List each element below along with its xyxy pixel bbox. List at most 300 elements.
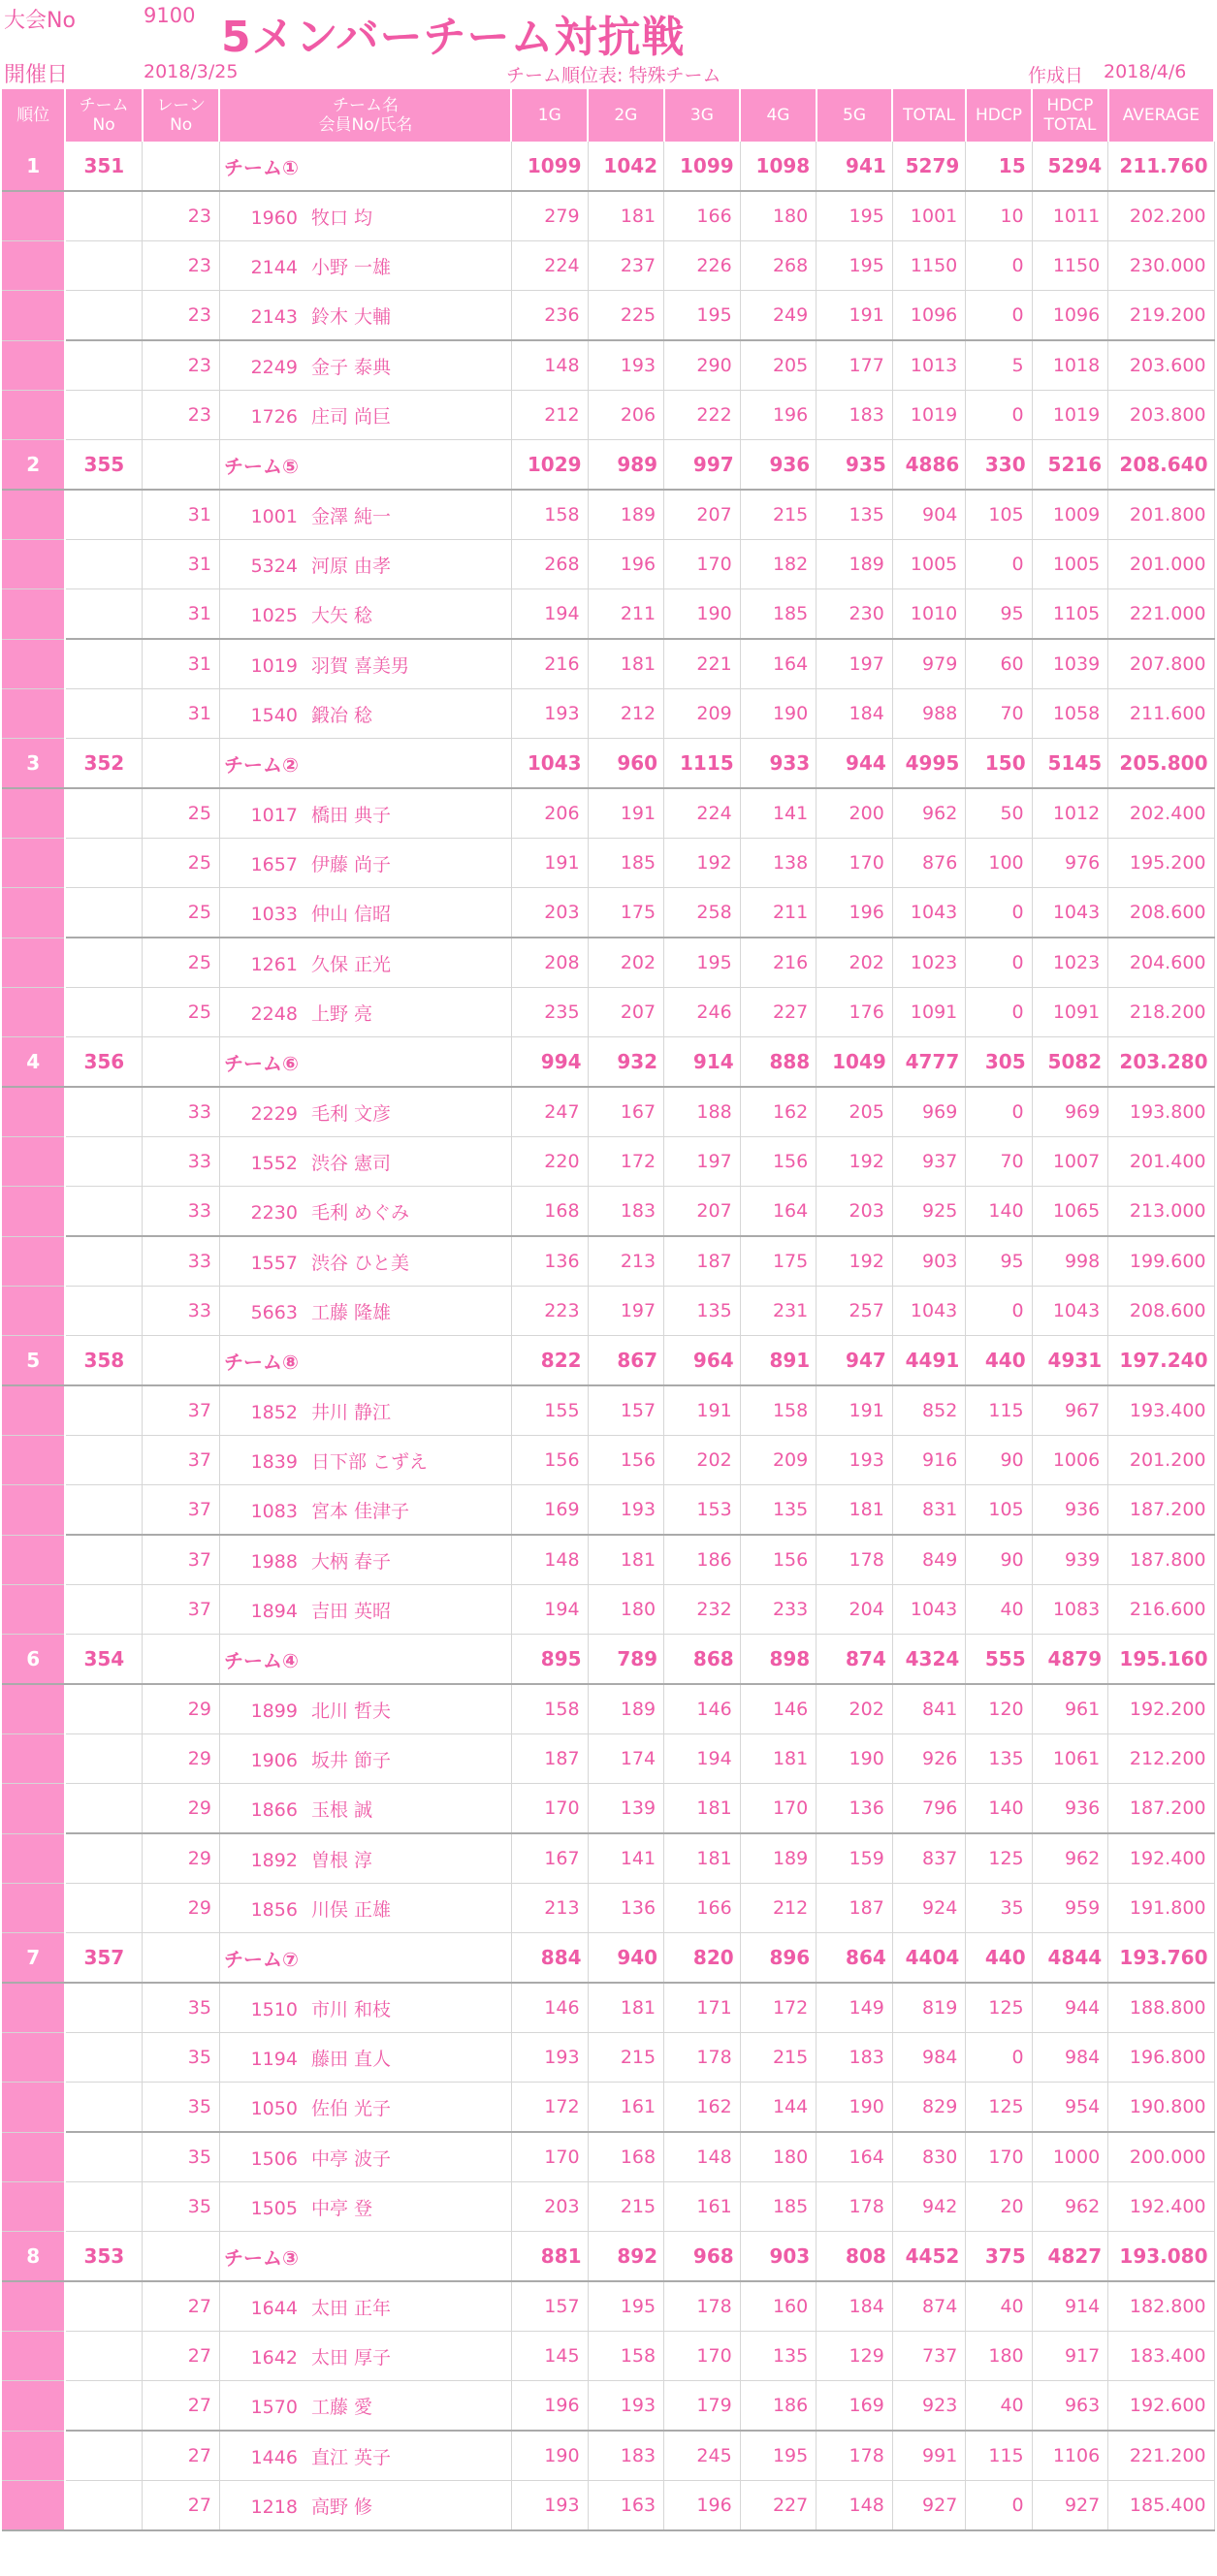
member-cell [219,2381,511,2432]
member-hdcp-total: 914 [1032,2281,1108,2332]
member-name: 羽賀 喜美男 [310,654,409,677]
member-average: 192.200 [1108,1684,1214,1734]
member-game-4: 164 [740,1187,817,1237]
member-no: 1642 [250,2346,298,2369]
member-total: 926 [892,1734,966,1784]
member-game-3: 170 [664,540,741,589]
member-average: 203.600 [1108,340,1214,391]
member-hdcp-total: 1009 [1032,490,1108,540]
rank-blank [2,788,65,839]
member-hdcp-total: 1150 [1032,241,1108,291]
team-game-3: 914 [664,1037,741,1088]
member-game-5: 183 [817,391,893,440]
member-hdcp: 95 [966,1236,1032,1287]
member-hdcp: 40 [966,2381,1032,2432]
member-name: 佐伯 光子 [310,2097,391,2119]
team-hdcp: 150 [966,739,1032,789]
member-game-5: 178 [817,2431,893,2481]
member-row [2,1983,1214,2033]
member-lane: 29 [143,1784,220,1834]
member-game-5: 193 [817,1436,893,1485]
member-game-5: 205 [817,1087,893,1137]
member-game-2: 167 [588,1087,664,1137]
member-hdcp-total: 954 [1032,2083,1108,2133]
member-hdcp: 0 [966,241,1032,291]
member-lane: 31 [143,490,220,540]
member-cell [219,340,511,391]
team-game-5: 944 [817,739,893,789]
member-game-2: 161 [588,2083,664,2133]
rank-blank [2,2033,65,2083]
team-hdcp: 330 [966,440,1032,491]
member-row [2,788,1214,839]
member-game-5: 169 [817,2381,893,2432]
team-total: 5279 [892,142,966,191]
team-game-1: 1043 [511,739,588,789]
team-game-3: 968 [664,2232,741,2282]
member-game-5: 170 [817,839,893,888]
member-cell [219,589,511,640]
team-lane [143,1037,220,1088]
member-hdcp: 5 [966,340,1032,391]
report-header [0,0,1217,89]
member-game-1: 158 [511,490,588,540]
member-hdcp-total: 961 [1032,1684,1108,1734]
member-game-4: 146 [740,1684,817,1734]
member-average: 207.800 [1108,639,1214,689]
member-total: 1043 [892,888,966,938]
member-hdcp: 105 [966,490,1032,540]
member-game-2: 212 [588,689,664,739]
team-game-1: 884 [511,1933,588,1984]
member-hdcp: 170 [966,2132,1032,2182]
member-hdcp-total: 1105 [1032,589,1108,640]
member-game-4: 158 [740,1385,817,1436]
member-no: 1194 [250,2048,298,2070]
member-name: 大矢 稔 [310,604,372,626]
member-average: 203.800 [1108,391,1214,440]
member-total: 852 [892,1385,966,1436]
member-total: 916 [892,1436,966,1485]
team-no-blank [65,1684,143,1734]
member-game-1: 223 [511,1287,588,1336]
member-lane: 31 [143,589,220,640]
rank-blank [2,1585,65,1635]
member-no: 1446 [250,2446,298,2468]
member-cell [219,1436,511,1485]
member-game-1: 268 [511,540,588,589]
member-game-3: 166 [664,191,741,241]
member-hdcp-total: 998 [1032,1236,1108,1287]
member-game-4: 186 [740,2381,817,2432]
member-no: 1856 [250,1898,298,1921]
member-game-4: 209 [740,1436,817,1485]
member-game-1: 169 [511,1485,588,1536]
rank-blank [2,1187,65,1237]
member-average: 212.200 [1108,1734,1214,1784]
member-game-1: 193 [511,2033,588,2083]
member-cell [219,1585,511,1635]
member-row [2,2381,1214,2432]
member-cell [219,2132,511,2182]
member-game-2: 139 [588,1784,664,1834]
col-hdcp: HDCP [966,89,1032,142]
member-game-3: 224 [664,788,741,839]
member-average: 202.400 [1108,788,1214,839]
member-total: 1091 [892,988,966,1037]
rank-blank [2,1436,65,1485]
member-total: 924 [892,1884,966,1933]
member-game-2: 215 [588,2182,664,2232]
team-no-blank [65,2431,143,2481]
team-no-blank [65,988,143,1037]
rank-blank [2,589,65,640]
member-hdcp-total: 984 [1032,2033,1108,2083]
member-total: 830 [892,2132,966,2182]
member-game-2: 163 [588,2481,664,2531]
member-cell [219,888,511,938]
member-game-2: 225 [588,291,664,341]
team-name: チーム① [223,155,299,179]
team-row [2,440,1214,491]
member-average: 188.800 [1108,1983,1214,2033]
rank-blank [2,490,65,540]
team-no-blank [65,1385,143,1436]
member-row [2,1833,1214,1884]
member-no: 1726 [250,405,298,428]
member-cell [219,788,511,839]
member-no: 1083 [250,1500,298,1522]
member-cell [219,2481,511,2531]
team-row [2,1933,1214,1984]
member-game-3: 146 [664,1684,741,1734]
member-row [2,589,1214,640]
member-game-1: 145 [511,2332,588,2381]
member-total: 829 [892,2083,966,2133]
team-average: 193.760 [1108,1933,1214,1984]
member-name: 仲山 信昭 [310,903,391,925]
member-hdcp-total: 917 [1032,2332,1108,2381]
member-hdcp-total: 1058 [1032,689,1108,739]
member-hdcp-total: 1039 [1032,639,1108,689]
member-no: 1839 [250,1450,298,1473]
team-name: チーム⑥ [223,1051,299,1075]
member-total: 737 [892,2332,966,2381]
member-lane: 25 [143,988,220,1037]
member-name: 曽根 淳 [310,1849,372,1871]
member-game-3: 186 [664,1535,741,1585]
team-game-4: 933 [740,739,817,789]
team-game-1: 1099 [511,142,588,191]
member-game-1: 208 [511,938,588,988]
member-cell [219,1485,511,1536]
team-no: 354 [65,1635,143,1685]
member-game-5: 183 [817,2033,893,2083]
member-game-4: 185 [740,589,817,640]
member-game-4: 170 [740,1784,817,1834]
team-no-blank [65,1485,143,1536]
member-row [2,1535,1214,1585]
member-average: 192.600 [1108,2381,1214,2432]
member-hdcp: 140 [966,1187,1032,1237]
member-game-5: 192 [817,1236,893,1287]
member-lane: 37 [143,1585,220,1635]
member-lane: 25 [143,839,220,888]
member-average: 193.800 [1108,1087,1214,1137]
member-no: 1852 [250,1401,298,1423]
member-hdcp-total: 1043 [1032,1287,1108,1336]
member-game-2: 193 [588,1485,664,1536]
col-hdcp-total: HDCP TOTAL [1032,89,1108,142]
member-average: 201.400 [1108,1137,1214,1187]
member-lane: 23 [143,340,220,391]
member-cell [219,2182,511,2232]
team-lane [143,142,220,191]
team-no-blank [65,2033,143,2083]
member-hdcp: 70 [966,689,1032,739]
member-game-4: 138 [740,839,817,888]
member-game-3: 153 [664,1485,741,1536]
member-hdcp-total: 1011 [1032,191,1108,241]
member-cell [219,839,511,888]
member-row [2,938,1214,988]
member-total: 849 [892,1535,966,1585]
rank-blank [2,2132,65,2182]
member-game-4: 215 [740,2033,817,2083]
member-no: 1892 [250,1849,298,1871]
team-rank: 2 [2,440,65,491]
team-total: 4777 [892,1037,966,1088]
member-row [2,191,1214,241]
team-no-blank [65,2182,143,2232]
member-hdcp-total: 936 [1032,1784,1108,1834]
member-game-4: 233 [740,1585,817,1635]
member-name: 吉田 英昭 [310,1600,391,1622]
team-game-2: 1042 [588,142,664,191]
team-no-blank [65,2332,143,2381]
team-name-cell [219,1336,511,1386]
member-lane: 37 [143,1485,220,1536]
member-hdcp-total: 967 [1032,1385,1108,1436]
team-rank: 7 [2,1933,65,1984]
member-average: 187.800 [1108,1535,1214,1585]
team-lane [143,1336,220,1386]
member-total: 923 [892,2381,966,2432]
member-average: 219.200 [1108,291,1214,341]
member-game-2: 193 [588,2381,664,2432]
member-total: 1019 [892,391,966,440]
member-name: 工藤 隆雄 [310,1301,391,1323]
member-average: 190.800 [1108,2083,1214,2133]
member-cell [219,1236,511,1287]
member-game-2: 191 [588,788,664,839]
team-no-blank [65,1784,143,1834]
rank-blank [2,1535,65,1585]
member-game-2: 185 [588,839,664,888]
member-no: 1570 [250,2396,298,2418]
member-no: 1657 [250,853,298,875]
member-no: 1960 [250,207,298,229]
member-hdcp: 70 [966,1137,1032,1187]
member-row [2,2132,1214,2182]
member-name: 金澤 純一 [310,505,391,527]
team-no: 356 [65,1037,143,1088]
team-no-blank [65,540,143,589]
member-total: 969 [892,1087,966,1137]
member-hdcp: 105 [966,1485,1032,1536]
team-no-blank [65,391,143,440]
member-game-3: 188 [664,1087,741,1137]
team-total: 4452 [892,2232,966,2282]
member-game-5: 200 [817,788,893,839]
member-game-5: 187 [817,1884,893,1933]
team-hdcp-total: 5082 [1032,1037,1108,1088]
member-game-1: 206 [511,788,588,839]
team-hdcp: 555 [966,1635,1032,1685]
rank-blank [2,1684,65,1734]
col-lane: レーン No [143,89,220,142]
member-cell [219,1983,511,2033]
team-row [2,1336,1214,1386]
member-hdcp-total: 1019 [1032,391,1108,440]
team-row [2,142,1214,191]
member-no: 5663 [250,1301,298,1323]
team-average: 195.160 [1108,1635,1214,1685]
member-average: 213.000 [1108,1187,1214,1237]
member-total: 796 [892,1784,966,1834]
member-no: 1552 [250,1152,298,1174]
member-game-2: 172 [588,1137,664,1187]
member-hdcp: 125 [966,1833,1032,1884]
team-game-4: 891 [740,1336,817,1386]
member-game-4: 144 [740,2083,817,2133]
member-row [2,639,1214,689]
team-hdcp: 305 [966,1037,1032,1088]
member-average: 192.400 [1108,1833,1214,1884]
member-average: 182.800 [1108,2281,1214,2332]
member-game-4: 195 [740,2431,817,2481]
member-game-4: 160 [740,2281,817,2332]
member-game-4: 227 [740,988,817,1037]
team-no: 357 [65,1933,143,1984]
member-hdcp: 0 [966,1087,1032,1137]
member-game-4: 156 [740,1535,817,1585]
member-hdcp-total: 1006 [1032,1436,1108,1485]
team-lane [143,2232,220,2282]
team-name-cell [219,2232,511,2282]
member-game-3: 161 [664,2182,741,2232]
member-cell [219,2083,511,2133]
rank-blank [2,391,65,440]
col-4g: 4G [740,89,817,142]
member-game-3: 178 [664,2281,741,2332]
team-no-blank [65,2083,143,2133]
team-no-blank [65,1236,143,1287]
team-average: 211.760 [1108,142,1214,191]
member-hdcp: 115 [966,2431,1032,2481]
member-hdcp: 40 [966,1585,1032,1635]
member-hdcp: 115 [966,1385,1032,1436]
member-no: 1557 [250,1252,298,1274]
member-game-3: 171 [664,1983,741,2033]
member-lane: 25 [143,788,220,839]
member-hdcp-total: 1043 [1032,888,1108,938]
member-cell [219,490,511,540]
team-average: 193.080 [1108,2232,1214,2282]
member-average: 201.000 [1108,540,1214,589]
rank-blank [2,1087,65,1137]
member-game-1: 279 [511,191,588,241]
member-row [2,1137,1214,1187]
member-game-3: 232 [664,1585,741,1635]
member-no: 1906 [250,1749,298,1771]
member-row [2,988,1214,1037]
rank-blank [2,938,65,988]
member-game-4: 181 [740,1734,817,1784]
member-no: 1019 [250,654,298,677]
member-lane: 33 [143,1087,220,1137]
team-game-5: 947 [817,1336,893,1386]
member-hdcp: 0 [966,2033,1032,2083]
member-hdcp-total: 936 [1032,1485,1108,1536]
member-game-4: 185 [740,2182,817,2232]
member-game-1: 136 [511,1236,588,1287]
member-game-3: 190 [664,589,741,640]
member-game-5: 191 [817,291,893,341]
member-hdcp-total: 963 [1032,2381,1108,2432]
team-name-cell [219,1037,511,1088]
member-cell [219,639,511,689]
member-game-5: 195 [817,191,893,241]
member-name: 坂井 節子 [310,1749,391,1771]
rank-blank [2,888,65,938]
member-game-2: 211 [588,589,664,640]
team-average: 203.280 [1108,1037,1214,1088]
member-total: 1023 [892,938,966,988]
team-name: チーム⑧ [223,1350,299,1374]
rank-blank [2,1734,65,1784]
member-hdcp: 0 [966,391,1032,440]
team-total: 4886 [892,440,966,491]
col-total: TOTAL [892,89,966,142]
team-game-5: 808 [817,2232,893,2282]
member-hdcp-total: 962 [1032,1833,1108,1884]
member-game-2: 207 [588,988,664,1037]
member-hdcp-total: 1012 [1032,788,1108,839]
member-total: 841 [892,1684,966,1734]
team-no-blank [65,888,143,938]
member-total: 991 [892,2431,966,2481]
team-game-5: 874 [817,1635,893,1685]
member-game-5: 202 [817,938,893,988]
member-game-5: 176 [817,988,893,1037]
rank-blank [2,191,65,241]
member-total: 1043 [892,1585,966,1635]
rank-blank [2,2332,65,2381]
member-row [2,1585,1214,1635]
member-name: 中亭 登 [310,2197,372,2219]
member-no: 1540 [250,704,298,726]
team-no-blank [65,291,143,341]
member-no: 5324 [250,555,298,577]
member-game-3: 221 [664,639,741,689]
rank-blank [2,639,65,689]
team-total: 4324 [892,1635,966,1685]
member-average: 195.200 [1108,839,1214,888]
member-game-4: 141 [740,788,817,839]
member-name: 河原 由孝 [310,555,391,577]
member-game-5: 164 [817,2132,893,2182]
